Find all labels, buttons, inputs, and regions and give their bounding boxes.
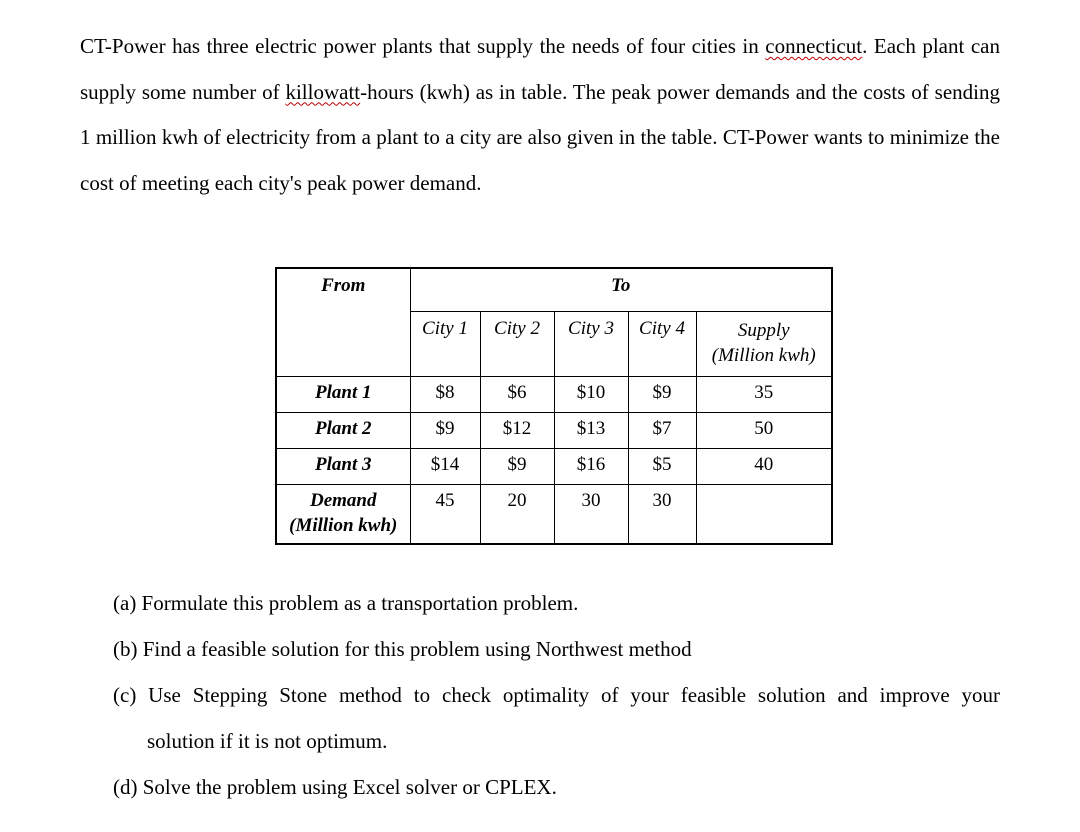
cost-cell: $7 [628, 413, 696, 449]
spellcheck-word-connecticut[interactable]: connecticut [765, 34, 863, 58]
question-c-continued: solution if it is not optimum. [147, 729, 388, 753]
from-header-spacer [276, 312, 410, 377]
cost-cell: $13 [554, 413, 628, 449]
table-row [276, 449, 832, 485]
demand-cell: 45 [410, 485, 480, 545]
demand-label-line1: Demand [310, 490, 377, 511]
table-row [276, 377, 832, 413]
cost-cell: $9 [628, 377, 696, 413]
table-header-row [276, 268, 832, 312]
cost-cell: $12 [480, 413, 554, 449]
empty-cell [696, 485, 832, 545]
city-header-row [276, 312, 832, 377]
from-header: From [276, 268, 410, 312]
demand-label-line2: (Million kwh) [289, 515, 398, 536]
cost-cell: $9 [480, 449, 554, 485]
question-a: (a) Formulate this problem as a transportation problem. [113, 591, 579, 615]
question-c: (c) Use Stepping Stone method to check optimality of your feasible solution and improve your [113, 683, 1000, 707]
cost-cell: $8 [410, 377, 480, 413]
plant-label-3: Plant 3 [276, 449, 410, 485]
cost-cell: $5 [628, 449, 696, 485]
city-header-4: City 4 [628, 312, 696, 377]
supply-cell: 50 [696, 413, 832, 449]
city-header-2: City 2 [480, 312, 554, 377]
supply-header-line2: (Million kwh) [711, 345, 816, 366]
cost-cell: $6 [480, 377, 554, 413]
plant-label-1: Plant 1 [276, 377, 410, 413]
plant-label-2: Plant 2 [276, 413, 410, 449]
demand-row [276, 485, 832, 545]
cost-cell: $16 [554, 449, 628, 485]
to-header: To [410, 268, 832, 312]
cost-cell: $9 [410, 413, 480, 449]
demand-cell: 30 [628, 485, 696, 545]
supply-cell: 35 [696, 377, 832, 413]
cost-cell: $10 [554, 377, 628, 413]
supply-header-line1: Supply [737, 320, 790, 341]
intro-text-3: -hours (kwh) as in table. The peak power demands and the costs of sending 1 million kwh of electricity from a plant to a city are also given in the table. CT-Power wants to minimize the cost of meeting each city's peak power demand. [80, 79, 1000, 195]
intro-text-1: CT-Power has three electric power plants that supply the needs of four cities in [80, 34, 766, 58]
supply-header [696, 312, 832, 377]
question-b: (b) Find a feasible solution for this problem using Northwest method [113, 637, 692, 661]
demand-cell: 30 [554, 485, 628, 545]
question-d: (d) Solve the problem using Excel solver or CPLEX. [113, 775, 557, 799]
supply-cell: 40 [696, 449, 832, 485]
city-header-1: City 1 [410, 312, 480, 377]
question-list [113, 580, 1000, 810]
intro-text-2: . Each plant can supply some number of [80, 34, 1000, 104]
problem-statement [80, 24, 1000, 206]
spellcheck-word-killowatt[interactable]: killowatt [285, 79, 361, 104]
city-header-3: City 3 [554, 312, 628, 377]
transportation-table [275, 267, 833, 545]
table-row [276, 413, 832, 449]
demand-label [276, 485, 410, 545]
demand-cell: 20 [480, 485, 554, 545]
cost-cell: $14 [410, 449, 480, 485]
